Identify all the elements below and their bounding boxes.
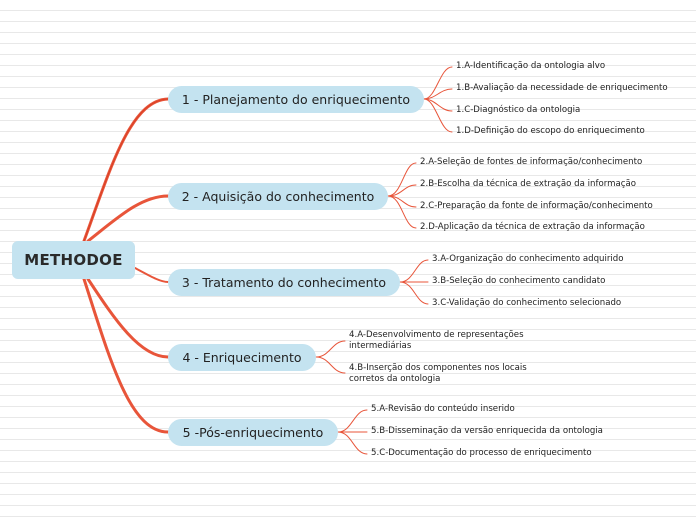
leaf-node[interactable]: 4.A-Desenvolvimento de representações intermediárias [349, 330, 524, 351]
branch-node-2[interactable]: 2 - Aquisição do conhecimento [168, 183, 388, 210]
branch-node-3[interactable]: 3 - Tratamento do conhecimento [168, 269, 400, 296]
root-node[interactable]: METHODOE [12, 241, 135, 279]
leaf-node[interactable]: 1.C-Diagnóstico da ontologia [456, 105, 581, 115]
branch-node-4[interactable]: 4 - Enriquecimento [168, 344, 316, 371]
leaf-node[interactable]: 1.A-Identificação da ontologia alvo [456, 61, 606, 71]
leaf-node[interactable]: 1.D-Definição do escopo do enriquecimento [456, 126, 645, 136]
leaf-node[interactable]: 3.B-Seleção do conhecimento candidato [432, 276, 606, 286]
leaf-node[interactable]: 4.B-Inserção dos componentes nos locais corretos da ontologia [349, 363, 527, 384]
leaf-node[interactable]: 5.A-Revisão do conteúdo inserido [371, 404, 515, 414]
leaf-node[interactable]: 5.B-Disseminação da versão enriquecida da ontologia [371, 426, 603, 436]
leaf-node[interactable]: 2.D-Aplicação da técnica de extração da informação [420, 222, 645, 232]
branch-node-5[interactable]: 5 -Pós-enriquecimento [168, 419, 338, 446]
leaf-node[interactable]: 2.B-Escolha da técnica de extração da informação [420, 179, 636, 189]
leaf-node[interactable]: 2.C-Preparação da fonte de informação/conhecimento [420, 201, 653, 211]
leaf-node[interactable]: 2.A-Seleção de fontes de informação/conhecimento [420, 157, 643, 167]
leaf-node[interactable]: 3.A-Organização do conhecimento adquirido [432, 254, 624, 264]
leaf-node[interactable]: 5.C-Documentação do processo de enriquecimento [371, 448, 592, 458]
branch-node-1[interactable]: 1 - Planejamento do enriquecimento [168, 86, 424, 113]
leaf-node[interactable]: 3.C-Validação do conhecimento selecionado [432, 298, 622, 308]
leaf-node[interactable]: 1.B-Avaliação da necessidade de enriquecimento [456, 83, 668, 93]
